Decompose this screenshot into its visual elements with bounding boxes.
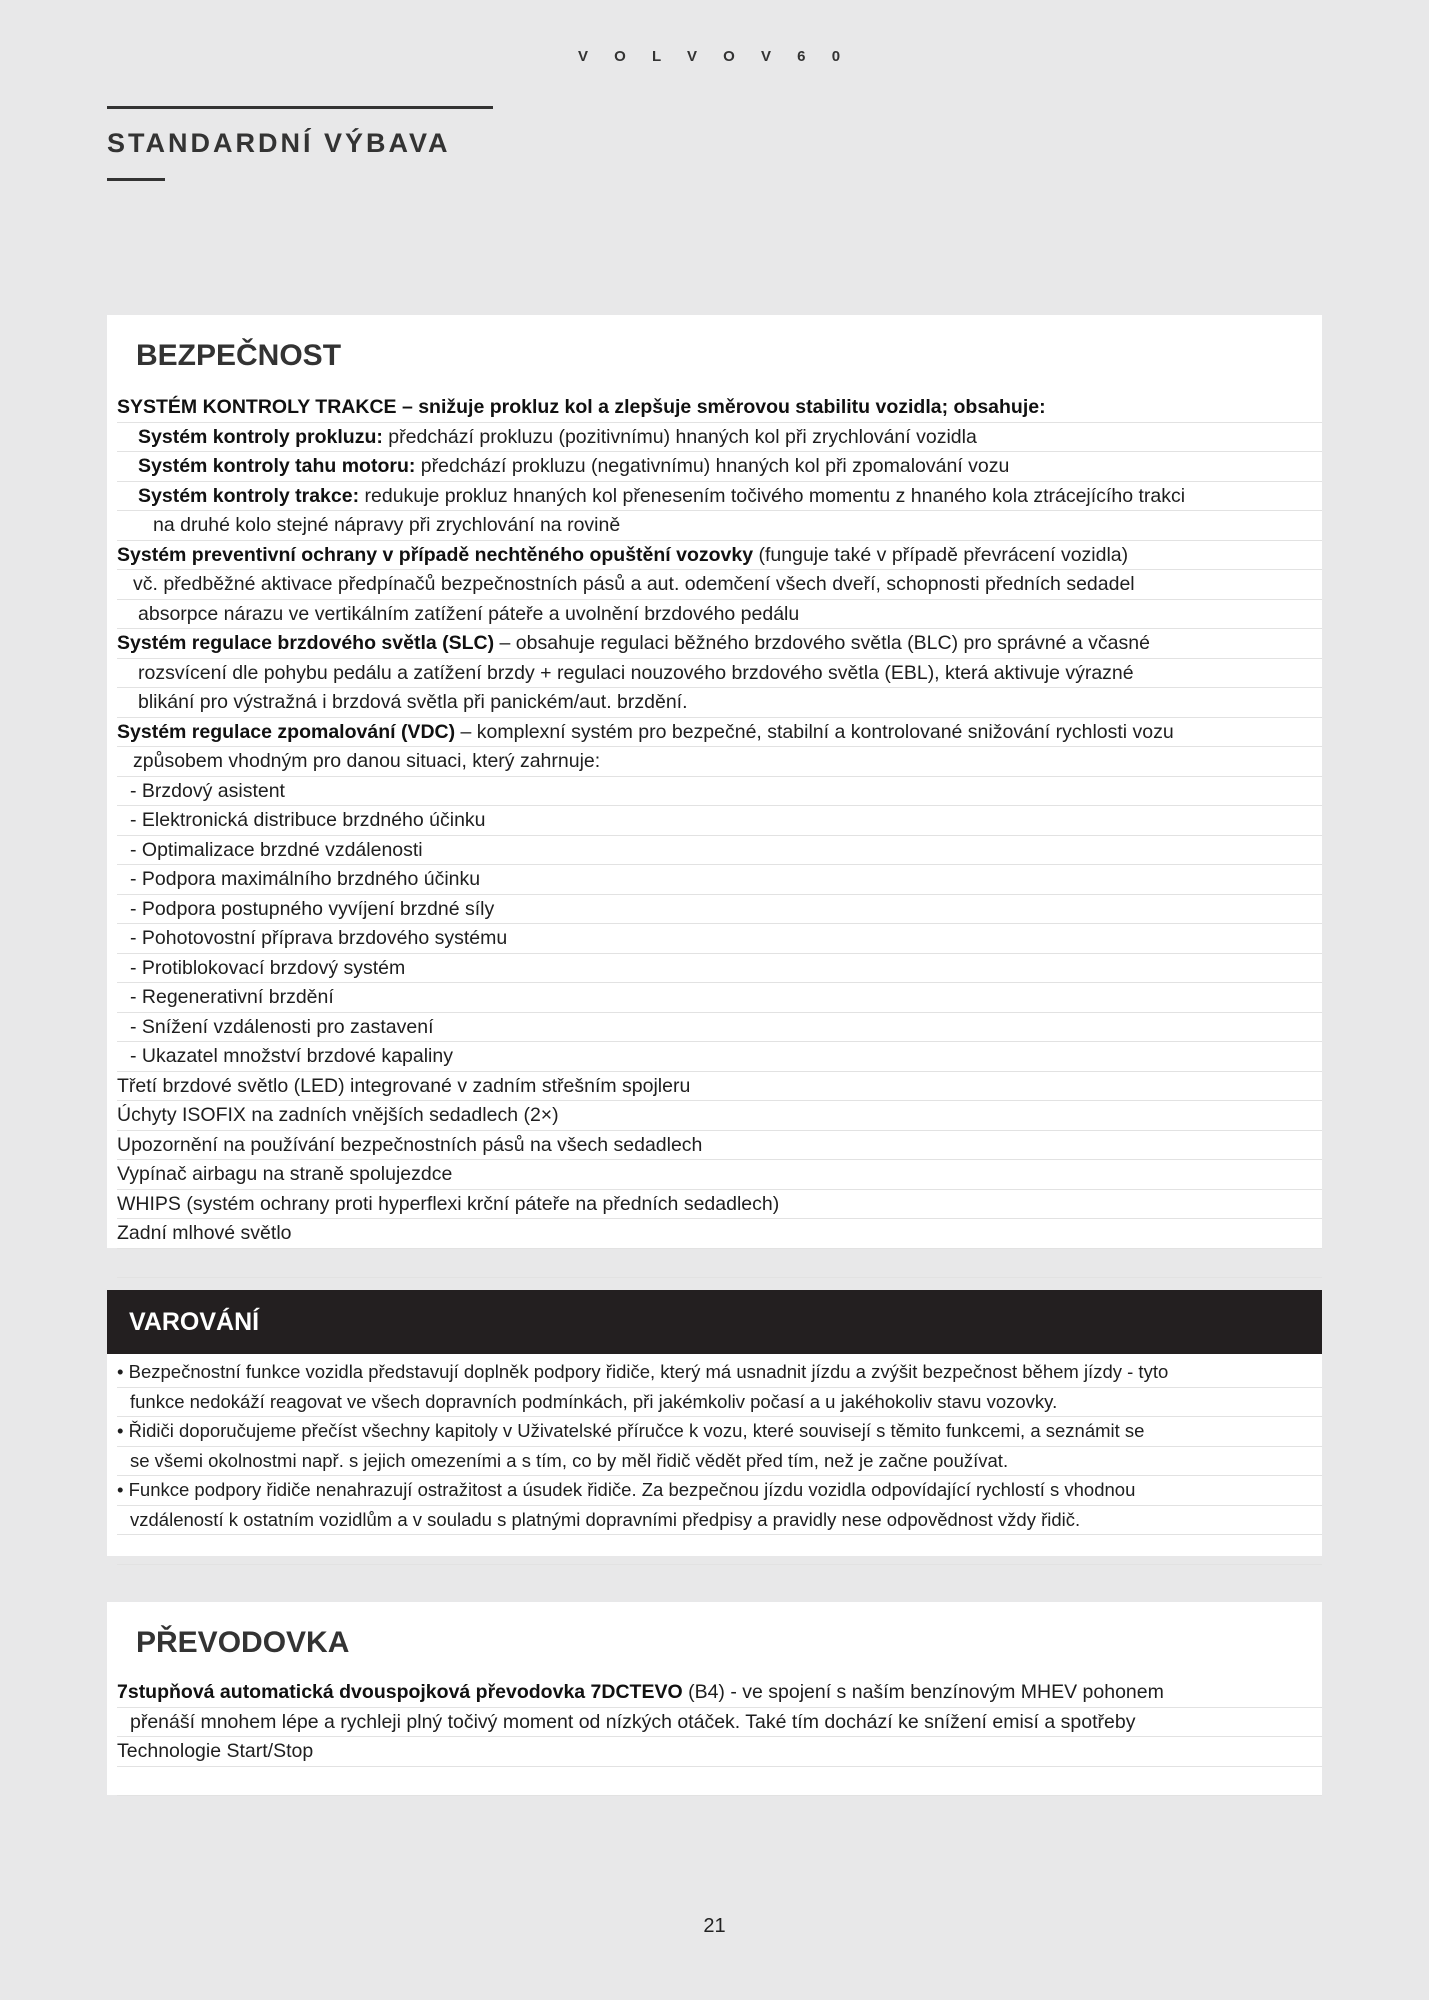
warning-section xyxy=(107,1290,1322,1556)
safety-title: BEZPEČNOST xyxy=(136,339,342,372)
list-item: - Ukazatel množství brzdové kapaliny xyxy=(117,1042,1322,1072)
safety-list xyxy=(117,393,1322,1278)
list-item: se všemi okolnostmi např. s jejich omezeními a s tím, co by měl řidič vědět před tím, než je začne používat. xyxy=(117,1447,1322,1477)
list-item: vč. předběžné aktivace předpínačů bezpečnostních pásů a aut. odemčení všech dveří, schopnosti předních sedadel xyxy=(117,570,1322,600)
title-underline xyxy=(107,178,165,181)
brand-header: V O L V O V 6 0 xyxy=(577,48,852,65)
list-item: - Podpora maximálního brzdného účinku xyxy=(117,865,1322,895)
list-item: - Optimalizace brzdné vzdálenosti xyxy=(117,836,1322,866)
top-divider xyxy=(107,106,493,109)
empty-row xyxy=(117,1249,1322,1279)
list-item: Vypínač airbagu na straně spolujezdce xyxy=(117,1160,1322,1190)
list-item: SYSTÉM KONTROLY TRAKCE – snižuje prokluz kol a zlepšuje směrovou stabilitu vozidla; obsahuje: xyxy=(117,393,1322,423)
list-item: - Elektronická distribuce brzdného účinku xyxy=(117,806,1322,836)
list-item: Zadní mlhové světlo xyxy=(117,1219,1322,1249)
safety-section xyxy=(107,315,1322,1248)
list-item: Systém regulace brzdového světla (SLC) – obsahuje regulaci běžného brzdového světla (BLC) pro správné a včasné xyxy=(117,629,1322,659)
list-item: Systém kontroly tahu motoru: předchází prokluzu (negativnímu) hnaných kol při zpomalování vozu xyxy=(117,452,1322,482)
list-item: - Podpora postupného vyvíjení brzdné síly xyxy=(117,895,1322,925)
list-item: Úchyty ISOFIX na zadních vnějších sedadlech (2×) xyxy=(117,1101,1322,1131)
list-item: • Bezpečnostní funkce vozidla představují doplněk podpory řidiče, který má usnadnit jízdu a zvýšit bezpečnost během jízdy - tyto xyxy=(117,1358,1322,1388)
list-item: Systém regulace zpomalování (VDC) – komplexní systém pro bezpečné, stabilní a kontrolované snižování rychlosti vozu xyxy=(117,718,1322,748)
page-number: 21 xyxy=(703,1915,726,1937)
list-item: způsobem vhodným pro danou situaci, který zahrnuje: xyxy=(117,747,1322,777)
list-item: - Regenerativní brzdění xyxy=(117,983,1322,1013)
list-item: přenáší mnohem lépe a rychleji plný točivý moment od nízkých otáček. Také tím dochází ke snížení emisí a spotřeby xyxy=(117,1708,1322,1738)
list-item: - Snížení vzdálenosti pro zastavení xyxy=(117,1013,1322,1043)
list-item: 7stupňová automatická dvouspojková převodovka 7DCTEVO (B4) - ve spojení s naším benzínovým MHEV pohonem xyxy=(117,1678,1322,1708)
list-item: - Brzdový asistent xyxy=(117,777,1322,807)
empty-row xyxy=(117,1767,1322,1797)
list-item: Systém kontroly prokluzu: předchází prokluzu (pozitivnímu) hnaných kol při zrychlování vozidla xyxy=(117,423,1322,453)
list-item: funkce nedokáží reagovat ve všech dopravních podmínkách, při jakémkoliv počasí a u jakéhokoliv stavu vozovky. xyxy=(117,1388,1322,1418)
list-item: Systém preventivní ochrany v případě nechtěného opuštění vozovky (funguje také v případě převrácení vozidla) xyxy=(117,541,1322,571)
list-item: WHIPS (systém ochrany proti hyperflexi krční páteře na předních sedadlech) xyxy=(117,1190,1322,1220)
list-item: absorpce nárazu ve vertikálním zatížení páteře a uvolnění brzdového pedálu xyxy=(117,600,1322,630)
page-title: STANDARDNÍ VÝBAVA xyxy=(107,128,451,158)
list-item: na druhé kolo stejné nápravy při zrychlování na rovině xyxy=(117,511,1322,541)
list-item: - Pohotovostní příprava brzdového systému xyxy=(117,924,1322,954)
list-item: blikání pro výstražná i brzdová světla při panickém/aut. brzdění. xyxy=(117,688,1322,718)
list-item: Třetí brzdové světlo (LED) integrované v zadním střešním spojleru xyxy=(117,1072,1322,1102)
warning-list xyxy=(117,1358,1322,1565)
list-item: • Řidiči doporučujeme přečíst všechny kapitoly v Uživatelské příručce k vozu, které souvisejí s těmito funkcemi, a seznámit se xyxy=(117,1417,1322,1447)
gearbox-section xyxy=(107,1602,1322,1795)
list-item: • Funkce podpory řidiče nenahrazují ostražitost a úsudek řidiče. Za bezpečnou jízdu vozidla odpovídající rychlostí s vhodnou xyxy=(117,1476,1322,1506)
list-item: Systém kontroly trakce: redukuje prokluz hnaných kol přenesením točivého momentu z hnaného kola ztrácejícího trakci xyxy=(117,482,1322,512)
list-item: vzdáleností k ostatním vozidlům a v souladu s platnými dopravními předpisy a pravidly nese odpovědnost vždy řidič. xyxy=(117,1506,1322,1536)
warning-title: VAROVÁNÍ xyxy=(129,1308,260,1336)
gearbox-title: PŘEVODOVKA xyxy=(136,1626,350,1659)
list-item: Technologie Start/Stop xyxy=(117,1737,1322,1767)
list-item: rozsvícení dle pohybu pedálu a zatížení brzdy + regulaci nouzového brzdového světla (EBL), která aktivuje výrazné xyxy=(117,659,1322,689)
gearbox-list xyxy=(117,1678,1322,1796)
empty-row xyxy=(117,1535,1322,1565)
list-item: Upozornění na používání bezpečnostních pásů na všech sedadlech xyxy=(117,1131,1322,1161)
list-item: - Protiblokovací brzdový systém xyxy=(117,954,1322,984)
warning-header-bar xyxy=(107,1290,1322,1354)
